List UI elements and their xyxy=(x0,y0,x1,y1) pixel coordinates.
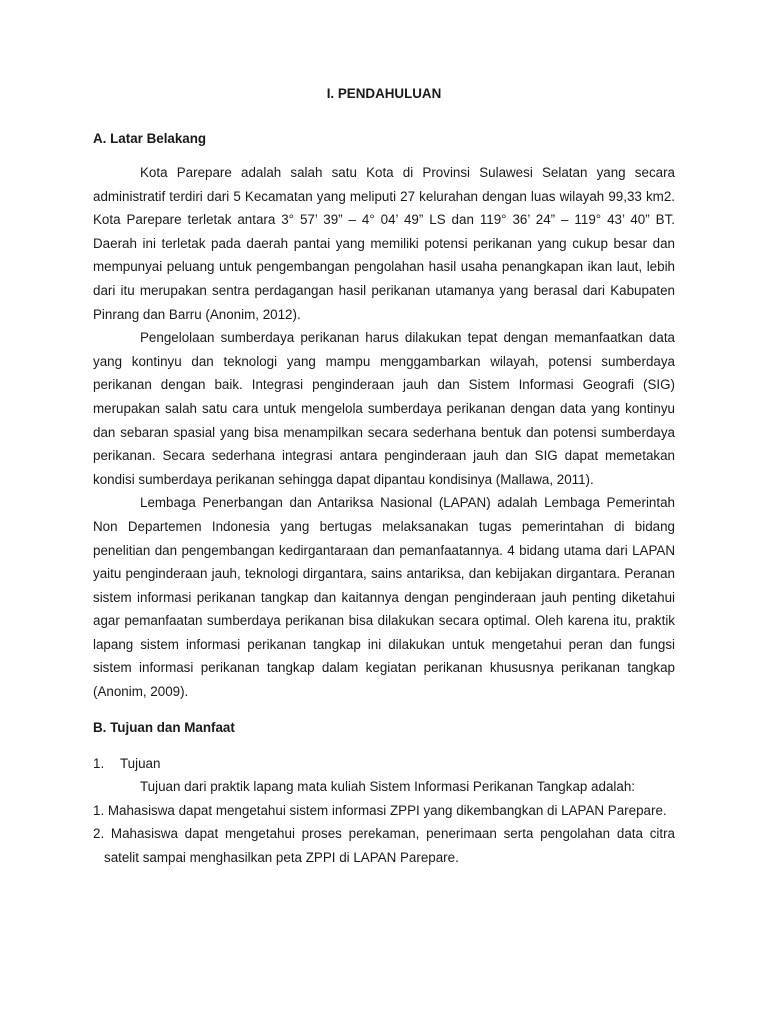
paragraph: Lembaga Penerbangan dan Antariksa Nasional (LAPAN) adalah Lembaga Pemerintah Non Departemen Indonesia yang bertugas melaksanakan tugas pemerintahan di bidang penelitian dan pengembangan kedirgantaraan dan pemanfaatannya. 4 bidang utama dari LAPAN yaitu penginderaan jauh, teknologi dirgantara, sains antariksa, dan kebijakan dirgantara. Peranan sistem informasi perikanan tangkap dan kaitannya dengan penginderaan jauh penting diketahui agar pemanfaatan sumberdaya perikanan bisa dilakukan secara optimal. Oleh karena itu, praktik lapang sistem informasi perikanan tangkap ini dilakukan untuk mengetahui peran dan fungsi sistem informasi perikanan tangkap dalam kegiatan perikanan khususnya perikanan tangkap (Anonim, 2009). xyxy=(93,495,675,700)
list-item: 1. Mahasiswa dapat mengetahui sistem informasi ZPPI yang dikembangkan di LAPAN Parepare. xyxy=(93,802,667,818)
subheading-tujuan xyxy=(93,752,675,776)
subheading-number: 1. xyxy=(93,755,105,771)
paragraph: Kota Parepare adalah salah satu Kota di Provinsi Sulawesi Selatan yang secara administratif terdiri dari 5 Kecamatan yang meliputi 27 kelurahan dengan luas wilayah 99,33 km2. Kota Parepare terletak antara 3° 57’ 39” – 4° 04’ 49” LS dan 119° 36’ 24” – 119° 43’ 40” BT. Daerah ini terletak pada daerah pantai yang memiliki potensi perikanan yang cukup besar dan mempunyai peluang untuk pengembangan pengolahan hasil usaha penangkapan ikan laut, lebih dari itu merupakan sentra perdagangan hasil perikanan utamanya yang berasal dari Kabupaten Pinrang dan Barru (Anonim, 2012). xyxy=(93,165,675,322)
section-heading-tujuan-manfaat: B. Tujuan dan Manfaat xyxy=(93,719,235,735)
paragraph: Pengelolaan sumberdaya perikanan harus dilakukan tepat dengan memanfaatkan data yang kontinyu dan teknologi yang mampu menggambarkan wilayah, potensi sumberdaya perikanan dengan baik. Integrasi penginderaan jauh dan Sistem Informasi Geografi (SIG) merupakan salah satu cara untuk mengelola sumberdaya perikanan dengan data yang kontinyu dan sebaran spasial yang bisa menampilkan secara sederhana bentuk dan potensi sumberdaya perikanan. Secara sederhana integrasi antara penginderaan jauh dan SIG dapat memetakan kondisi sumberdaya perikanan sehingga dapat dipantau kondisinya (Mallawa, 2011). xyxy=(93,330,675,487)
subheading-label: Tujuan xyxy=(120,755,161,771)
document-page xyxy=(93,84,675,870)
document-title: I. PENDAHULUAN xyxy=(326,86,442,101)
tujuan-intro: Tujuan dari praktik lapang mata kuliah Sistem Informasi Perikanan Tangkap adalah: xyxy=(140,779,635,795)
list-item: 2. Mahasiswa dapat mengetahui proses perekaman, penerimaan serta pengolahan data citra satelit sampai menghasilkan peta ZPPI di LAPAN Parepare. xyxy=(93,826,675,866)
section-heading-latar-belakang: A. Latar Belakang xyxy=(93,131,207,146)
